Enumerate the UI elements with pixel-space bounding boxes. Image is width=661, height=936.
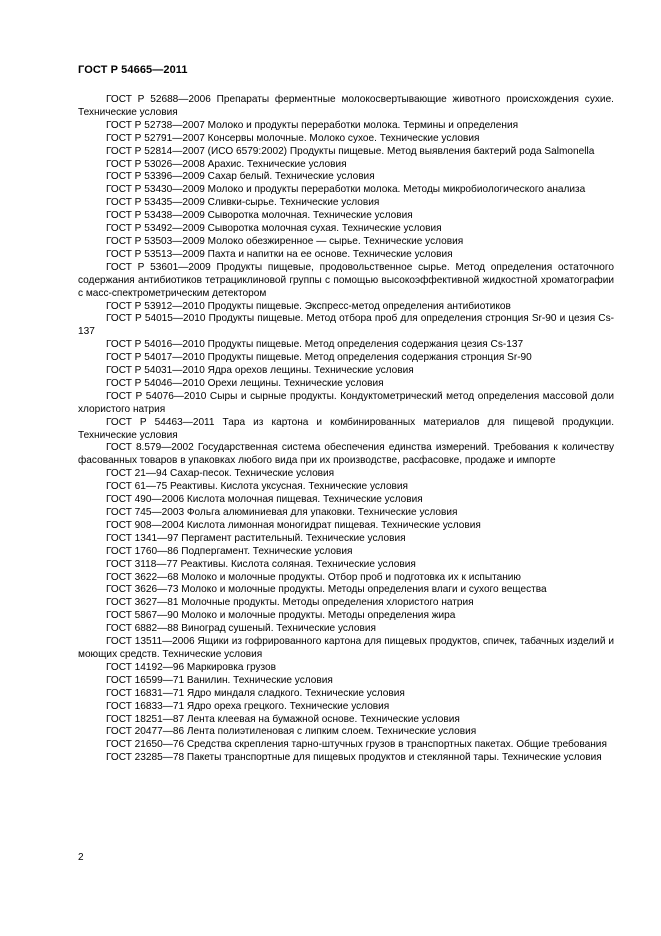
reference-entry: ГОСТ 1341—97 Пергамент растительный. Технические условия	[106, 532, 406, 544]
reference-entry: ГОСТ 5867—90 Молоко и молочные продукты. Методы определения жира	[106, 610, 456, 622]
page-number: 2	[78, 852, 84, 863]
document-header: ГОСТ Р 54665—2011	[78, 64, 188, 76]
reference-entry: ГОСТ Р 54031—2010 Ядра орехов лещины. Технические условия	[106, 365, 414, 377]
reference-entry: ГОСТ Р 53435—2009 Сливки-сырье. Технические условия	[106, 197, 380, 209]
reference-entry: ГОСТ Р 52814—2007 (ИСО 6579:2002) Продукты пищевые. Метод выявления бактерий рода Salmonella	[106, 145, 595, 157]
reference-entry: ГОСТ 8.579—2002 Государственная система обеспечения единства измерений. Требования к количеству фасованных товаров в упаковках любого вида при их производстве, расфасовке, продаже и импорте	[78, 442, 614, 467]
reference-entry: ГОСТ 21—94 Сахар-песок. Технические условия	[106, 468, 335, 480]
reference-entry: ГОСТ 490—2006 Кислота молочная пищевая. Технические условия	[106, 494, 423, 506]
reference-entry: ГОСТ Р 54017—2010 Продукты пищевые. Метод определения содержания стронция Sr-90	[106, 352, 532, 364]
reference-entry: ГОСТ Р 52738—2007 Молоко и продукты переработки молока. Термины и определения	[106, 119, 519, 131]
reference-entry: ГОСТ Р 54015—2010 Продукты пищевые. Метод отбора проб для определения стронция Sr-90 и цезия Cs-137	[78, 313, 614, 338]
reference-entry: ГОСТ 6882—88 Виноград сушеный. Технические условия	[106, 623, 377, 635]
reference-entry: ГОСТ Р 54463—2011 Тара из картона и комбинированных материалов для пищевой продукции. Технические условия	[78, 416, 614, 441]
reference-entry: ГОСТ 3118—77 Реактивы. Кислота соляная. Технические условия	[106, 558, 416, 570]
reference-entry: ГОСТ 16833—71 Ядро ореха грецкого. Технические условия	[106, 700, 390, 712]
reference-entry: ГОСТ Р 53430—2009 Молоко и продукты переработки молока. Методы микробиологического анализа	[106, 184, 586, 196]
reference-entry: ГОСТ 14192—96 Маркировка грузов	[106, 661, 277, 673]
reference-entry: ГОСТ 18251—87 Лента клеевая на бумажной основе. Технические условия	[106, 713, 460, 725]
reference-entry: ГОСТ Р 54046—2010 Орехи лещины. Технические условия	[106, 377, 384, 389]
reference-entry: ГОСТ 3627—81 Молочные продукты. Методы определения хлористого натрия	[106, 597, 474, 609]
reference-entry: ГОСТ Р 53513—2009 Пахта и напитки на ее основе. Технические условия	[106, 248, 453, 260]
reference-entry: ГОСТ 61—75 Реактивы. Кислота уксусная. Технические условия	[106, 481, 409, 493]
reference-entry: ГОСТ 3626—73 Молоко и молочные продукты. Методы определения влаги и сухого вещества	[106, 584, 547, 596]
reference-entry: ГОСТ Р 53492—2009 Сыворотка молочная сухая. Технические условия	[106, 223, 442, 235]
reference-entry: ГОСТ 16599—71 Ванилин. Технические условия	[106, 674, 333, 686]
reference-entry: ГОСТ Р 52791—2007 Консервы молочные. Молоко сухое. Технические условия	[106, 132, 480, 144]
reference-list	[78, 94, 614, 765]
reference-entry: ГОСТ 20477—86 Лента полиэтиленовая с липким слоем. Технические условия	[106, 726, 477, 738]
reference-entry: ГОСТ Р 53503—2009 Молоко обезжиренное — сырье. Технические условия	[106, 235, 464, 247]
reference-entry: ГОСТ Р 52688—2006 Препараты ферментные молокосвертывающие животного происхождения сухие. Технические условия	[78, 94, 614, 118]
reference-entry: ГОСТ Р 54016—2010 Продукты пищевые. Метод определения содержания цезия Cs-137	[106, 339, 524, 351]
reference-entry: ГОСТ 23285—78 Пакеты транспортные для пищевых продуктов и стеклянной тары. Технические условия	[106, 752, 602, 764]
reference-entry: ГОСТ Р 54076—2010 Сыры и сырные продукты. Кондуктометрический метод определения массовой доли хлористого натрия	[78, 390, 614, 415]
reference-entry: ГОСТ 3622—68 Молоко и молочные продукты. Отбор проб и подготовка их к испытанию	[106, 571, 522, 583]
reference-entry: ГОСТ Р 53026—2008 Арахис. Технические условия	[106, 158, 347, 170]
reference-entry: ГОСТ 16831—71 Ядро миндаля сладкого. Технические условия	[106, 687, 405, 699]
reference-entry: ГОСТ 13511—2006 Ящики из гофрированного картона для пищевых продуктов, спичек, табачных изделий и моющих средств. Технические условия	[78, 636, 614, 660]
reference-entry: ГОСТ Р 53396—2009 Сахар белый. Технические условия	[106, 171, 375, 183]
reference-entry: ГОСТ Р 53601—2009 Продукты пищевые, продовольственное сырье. Метод определения остаточного содержания антибиотиков тетрациклиновой группы с помощью высокоэффективной жидкостной хроматографии с масс-спектрометрическим детектором	[78, 261, 614, 299]
reference-entry: ГОСТ Р 53438—2009 Сыворотка молочная. Технические условия	[106, 210, 413, 222]
reference-entry: ГОСТ Р 53912—2010 Продукты пищевые. Экспресс-метод определения антибиотиков	[106, 300, 511, 312]
reference-entry: ГОСТ 1760—86 Подпергамент. Технические условия	[106, 545, 353, 557]
reference-entry: ГОСТ 745—2003 Фольга алюминиевая для упаковки. Технические условия	[106, 507, 458, 518]
reference-entry: ГОСТ 908—2004 Кислота лимонная моногидрат пищевая. Технические условия	[106, 519, 481, 531]
reference-entry: ГОСТ 21650—76 Средства скрепления тарно-штучных грузов в транспортных пакетах. Общие требования	[106, 739, 607, 751]
